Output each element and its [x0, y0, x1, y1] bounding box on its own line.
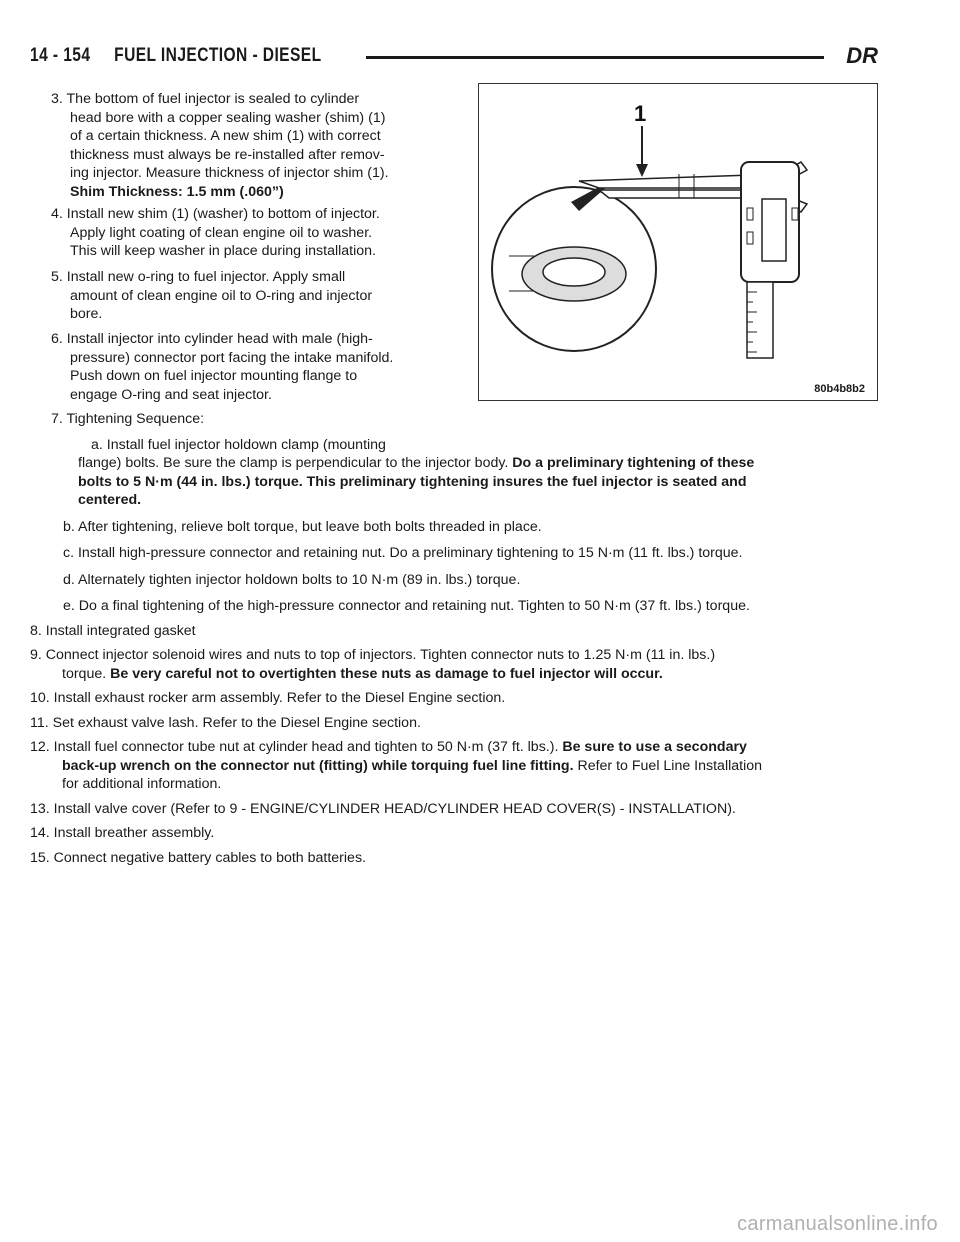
page-header	[30, 45, 878, 73]
step-7a-line: a. Install fuel injector holdown clamp (mounting	[91, 437, 386, 453]
watermark: carmanualsonline.info	[737, 1213, 938, 1235]
step-6-line: 6. Install injector into cylinder head with male (high-	[51, 331, 373, 347]
page-section-title: 14 - 154 FUEL INJECTION - DIESEL	[30, 45, 322, 66]
step-9-line: 9. Connect injector solenoid wires and nuts to top of injectors. Tighten connector nuts to 1.25 N·m (11 in. lbs.)	[30, 647, 716, 663]
step-9-warning: Be very careful not to overtighten these nuts as damage to fuel injector will occur.	[110, 665, 663, 682]
caliper-figure	[478, 83, 878, 401]
step-4	[51, 205, 380, 261]
step-4-line: Apply light coating of clean engine oil to washer.	[70, 224, 373, 241]
step-7a-warning: centered.	[78, 492, 142, 508]
step-3-line: of a certain thickness. A new shim (1) with correct	[70, 128, 381, 144]
step-7	[51, 410, 204, 429]
step-6-line: pressure) connector port facing the intake manifold.	[70, 349, 394, 366]
step-5-line: amount of clean engine oil to O-ring and injector	[70, 287, 373, 304]
step-15: 15. Connect negative battery cables to both batteries.	[30, 849, 366, 866]
washer-inner	[543, 258, 605, 286]
step-7c: c. Install high-pressure connector and retaining nut. Do a preliminary tightening to 15 N·m (11 ft. lbs.) torque.	[63, 545, 743, 561]
step-4-line: This will keep washer in place during installation.	[70, 243, 376, 259]
figure-code: 80b4b8b2	[814, 383, 865, 395]
step-7a-warning: bolts to 5 N·m (44 in. lbs.) torque. This preliminary tightening insures the fuel injector is seated and	[78, 473, 747, 490]
step-11: 11. Set exhaust valve lash. Refer to the Diesel Engine section.	[30, 714, 421, 731]
step-7a-first	[91, 436, 386, 455]
step-6-line: engage O-ring and seat injector.	[70, 386, 272, 403]
step-7a-warning: Do a preliminary tightening of these	[512, 455, 755, 471]
step-13: 13. Install valve cover (Refer to 9 - ENGINE/CYLINDER HEAD/CYLINDER HEAD COVER(S) - INSTALLATION).	[30, 800, 736, 817]
step-8: 8. Install integrated gasket	[30, 622, 196, 639]
caliper-scale	[747, 282, 773, 358]
step-7-heading: 7. Tightening Sequence:	[51, 411, 205, 427]
step-3	[51, 90, 389, 201]
step-14: 14. Install breather assembly.	[30, 825, 215, 841]
step-7a-line	[30, 454, 880, 473]
step-6	[51, 330, 393, 404]
step-3-line: thickness must always be re-installed after remov-	[70, 146, 385, 163]
step-12-text: 12. Install fuel connector tube nut at cylinder head and tighten to 50 N·m (37 ft. lbs.).	[30, 739, 559, 755]
header-model-code: DR	[846, 43, 878, 68]
step-7a-text: flange) bolts. Be sure the clamp is perpendicular to the injector body.	[78, 455, 509, 471]
shim-thickness-spec: Shim Thickness: 1.5 mm (.060”)	[70, 183, 284, 200]
callout-number: 1	[634, 101, 647, 126]
step-12-text: for additional information.	[62, 776, 222, 792]
step-7b: b. After tightening, relieve bolt torque, but leave both bolts threaded in place.	[63, 518, 542, 535]
step-12-text: Refer to Fuel Line Installation	[577, 757, 763, 774]
step-10: 10. Install exhaust rocker arm assembly. Refer to the Diesel Engine section.	[30, 690, 506, 706]
step-12-warning: Be sure to use a secondary	[562, 739, 747, 755]
steps-full-width	[30, 454, 880, 867]
step-12-warning: back-up wrench on the connector nut (fitting) while torquing fuel line fitting.	[62, 757, 574, 774]
step-5-line: 5. Install new o-ring to fuel injector. Apply small	[51, 269, 346, 285]
caliper-illustration	[479, 84, 877, 400]
caliper-display	[762, 199, 786, 261]
header-rule	[366, 56, 824, 59]
step-5-line: bore.	[70, 306, 103, 322]
step-3-line: 3. The bottom of fuel injector is sealed to cylinder	[51, 91, 360, 107]
step-7d: d. Alternately tighten injector holdown bolts to 10 N·m (89 in. lbs.) torque.	[63, 571, 521, 588]
step-6-line: Push down on fuel injector mounting flange to	[70, 368, 358, 384]
step-3-line: ing injector. Measure thickness of injector shim (1).	[70, 165, 389, 181]
step-5	[51, 268, 372, 324]
step-4-line: 4. Install new shim (1) (washer) to bottom of injector.	[51, 206, 380, 222]
step-7e: e. Do a final tightening of the high-pressure connector and retaining nut. Tighten to 50 N·m (37 ft. lbs.) torque.	[63, 598, 750, 614]
step-9-text: torque.	[62, 665, 107, 682]
step-3-line: head bore with a copper sealing washer (shim) (1)	[70, 109, 386, 126]
